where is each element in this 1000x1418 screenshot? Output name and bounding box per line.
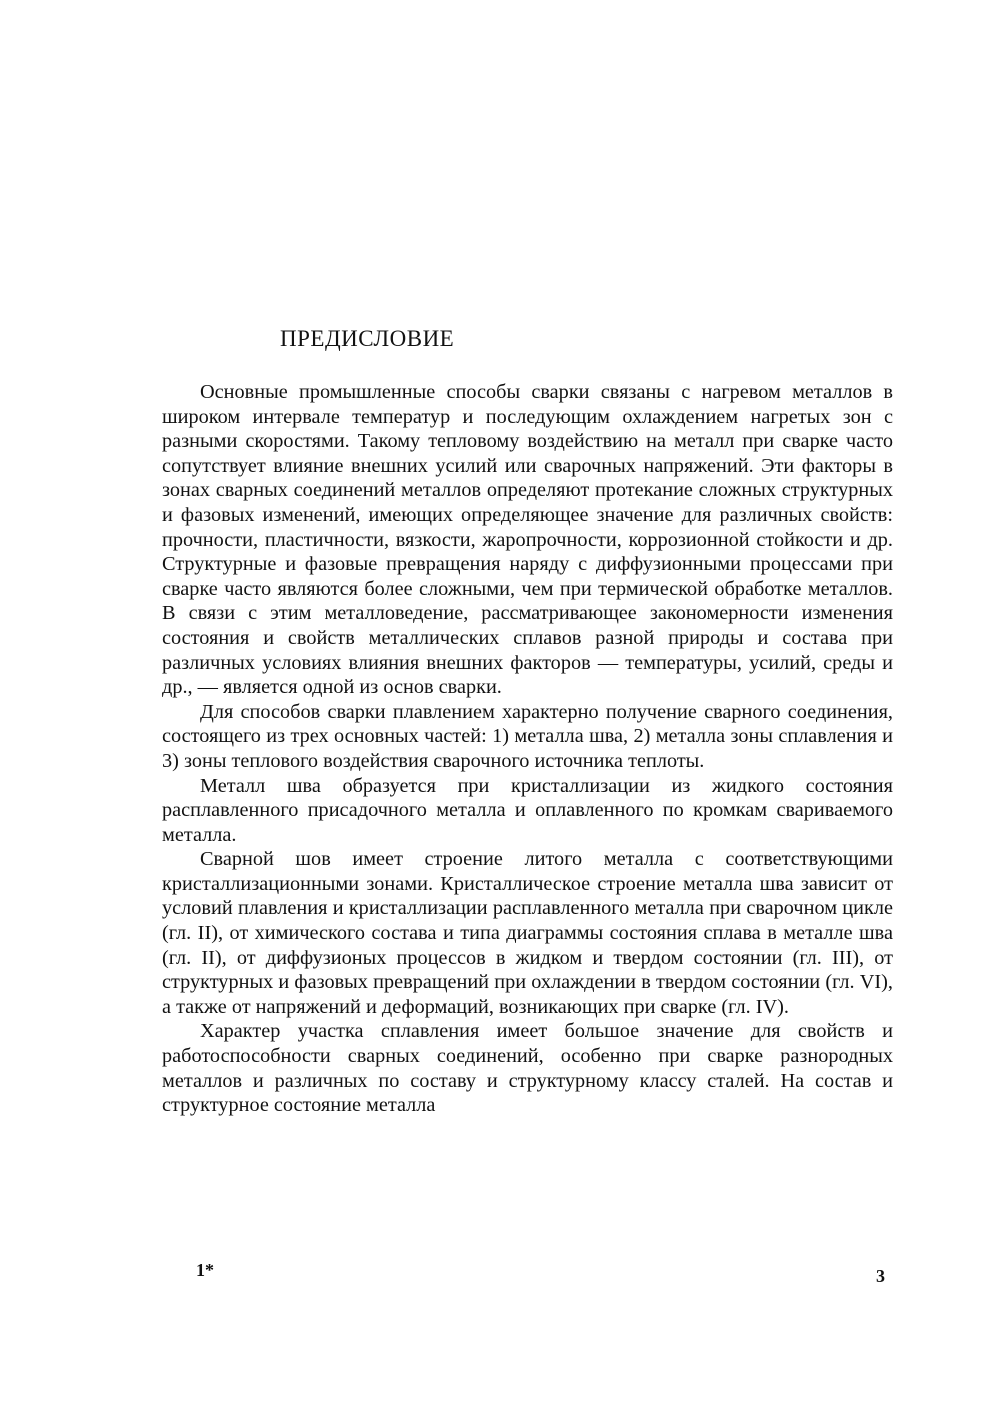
- paragraph-4: Сварной шов имеет строение литого металла с соответствующими кристаллизационными зонами. Кристаллическое строение металла шва зависит от условий плавления и кристаллизации расплавленного металла при сварочном цикле (гл. II), от химического состава и типа диаграммы состояния сплава в металле шва (гл. II), от диффузионых процессов в жидком и твердом состоянии (гл. III), от структурных и фазовых превращений при охлаждении в твердом состоянии (гл. VI), а также от напряжений и деформаций, возникающих при сварке (гл. IV).: [162, 848, 893, 1018]
- paragraph-2: Для способов сварки плавлением характерно получение сварного соединения, состоящего из трех основных частей: 1) металла шва, 2) металла зоны сплавления и 3) зоны теплового воздействия сварочного источника теплоты.: [162, 700, 893, 772]
- paragraph-1: Основные промышленные способы сварки связаны с нагревом металлов в широком интервале температур и последующим охлаждением нагретых зон с разными скоростями. Такому тепловому воздействию на металл при сварке часто сопутствует влияние внешних усилий или сварочных напряжений. Эти факторы в зонах сварных соединений металлов определяют протекание сложных структурных и фазовых изменений, имеющих определяющее значение для различных свойств: прочности, пластичности, вязкости, жаропрочности, коррозионной стойкости и др. Структурные и фазовые превращения наряду с диффузионными процессами при сварке часто являются более сложными, чем при термической обработке металлов. В связи с этим металловедение, рассматривающее закономерности изменения состояния и свойств металлических сплавов разной природы и состава при различных условиях влияния внешних факторов — температуры, усилий, среды и др., — является одной из основ сварки.: [162, 381, 893, 699]
- body-text: [162, 380, 893, 1118]
- paragraph-3: Металл шва образуется при кристаллизации из жидкого состояния расплавленного присадочного металла и оплавленного по кромкам свариваемого металла.: [162, 774, 893, 846]
- signature-mark: 1*: [196, 1260, 214, 1280]
- page-title: ПРЕДИСЛОВИЕ: [280, 326, 455, 351]
- page-number: 3: [876, 1266, 885, 1286]
- paragraph-5: Характер участка сплавления имеет большое значение для свойств и работоспособности сварных соединений, особенно при сварке разнородных металлов и различных по составу и структурному классу сталей. На состав и структурное состояние металла: [162, 1020, 893, 1117]
